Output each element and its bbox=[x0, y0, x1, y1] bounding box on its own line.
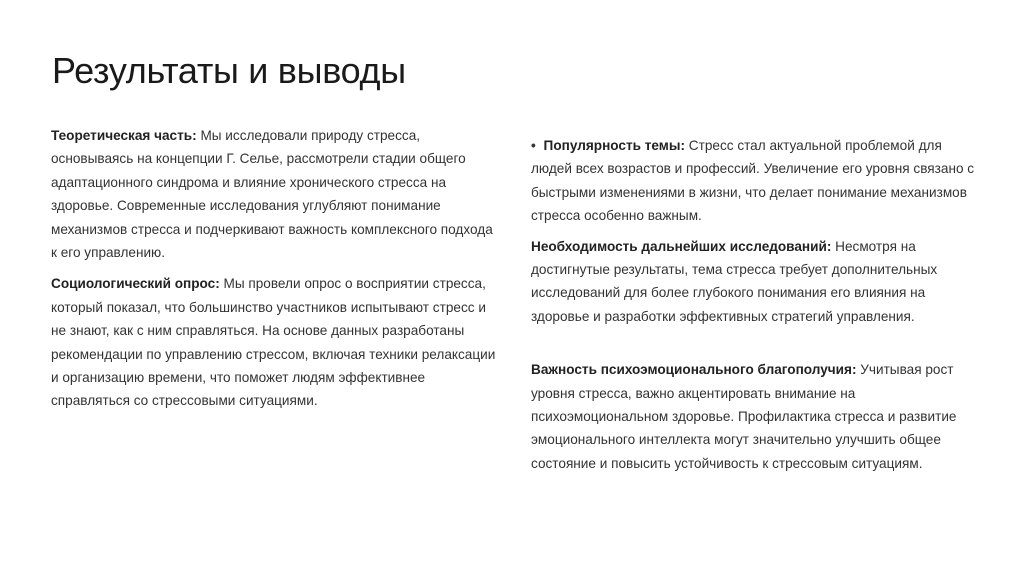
paragraph-further-research bbox=[531, 235, 981, 329]
paragraph-theory bbox=[51, 124, 501, 264]
paragraph-text: Стресс стал актуальной проблемой для людей всех возрастов и профессий. Увеличение его уровня связано с быстрыми изменениями в жизни, что делает понимание механизмов стресса особенно важным. bbox=[531, 138, 975, 224]
paragraph-text: Несмотря на достигнутые результаты, тема стресса требует дополнительных исследований для более глубокого понимания его влияния на здоровье и разработки эффективных стратегий управления. bbox=[531, 238, 938, 324]
paragraph-heading: Социологический опрос: bbox=[51, 276, 220, 292]
paragraph-heading: Необходимость дальнейших исследований: bbox=[531, 238, 832, 254]
paragraph-text: Мы исследовали природу стресса, основываясь на концепции Г. Селье, рассмотрели стадии общего адаптационного синдрома и влияние хронического стресса на здоровье. Современные исследования углубляют понимание механизмов стресса и подчеркивают важность комплексного подхода к его управлению. bbox=[51, 128, 493, 261]
paragraph-text: Учитывая рост уровня стресса, важно акцентировать внимание на психоэмоциональном здоровье. Профилактика стресса и развитие эмоционального интеллекта могут значительно улучшить общее состояние и повысить устойчивость к стрессовым ситуациям. bbox=[531, 362, 957, 471]
slide-title: Результаты и выводы bbox=[52, 50, 406, 91]
paragraph-heading: Популярность темы: bbox=[543, 138, 685, 153]
left-column bbox=[51, 124, 501, 413]
paragraph-popularity bbox=[531, 134, 981, 228]
right-column bbox=[531, 134, 981, 475]
paragraph-text: Мы провели опрос о восприятии стресса, который показал, что большинство участников испытывают стресс и не знают, как с ним справляться. На основе данных разработаны рекомендации по управлению стрессом, включая техники релаксации и организацию времени, что поможет людям эффективнее справляться со стрессовыми ситуациями. bbox=[51, 276, 496, 409]
paragraph-wellbeing bbox=[531, 358, 981, 475]
paragraph-heading: Теоретическая часть: bbox=[51, 128, 197, 143]
paragraph-survey bbox=[51, 272, 501, 412]
bullet-marker: • bbox=[531, 138, 536, 153]
paragraph-heading: Важность психоэмоционального благополучия: bbox=[531, 362, 857, 378]
